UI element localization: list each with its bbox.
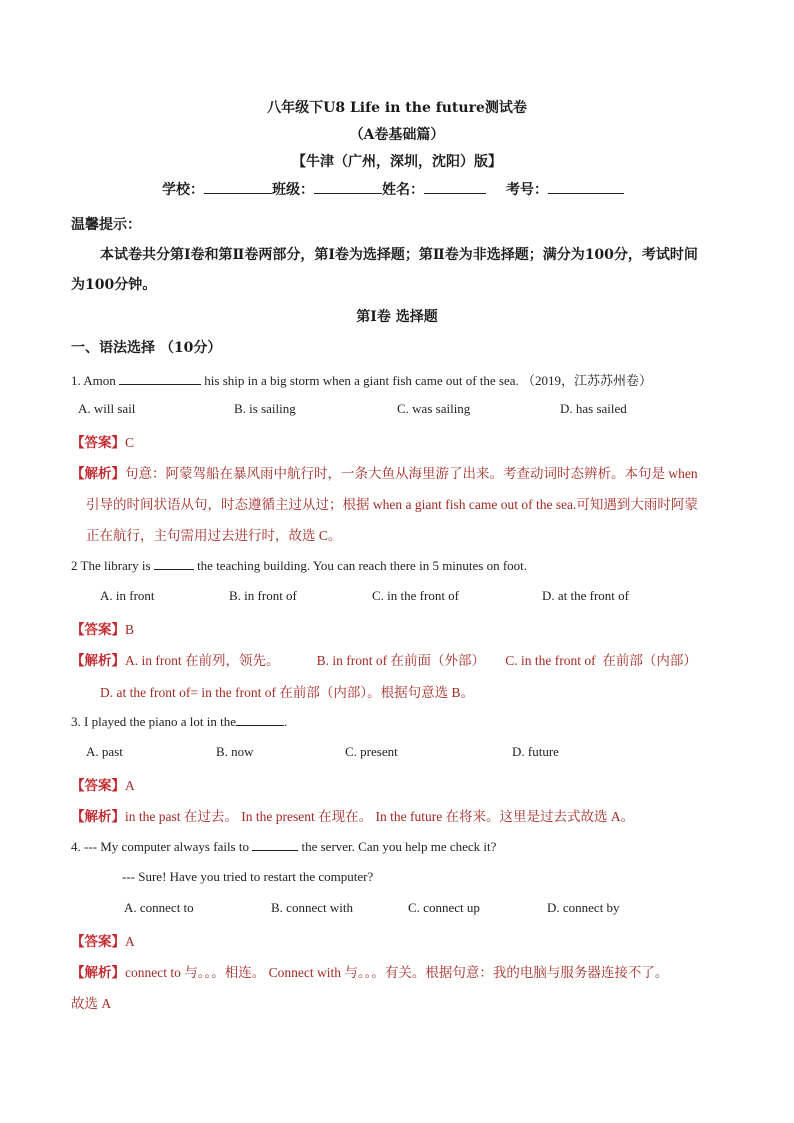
question-1-analysis-3: 正在航行，主句需用过去进行时，故选 C。 — [86, 528, 342, 543]
question-4-answer: 【答案】A — [71, 934, 135, 950]
question-3-blank[interactable] — [236, 713, 284, 726]
question-1-option-a[interactable]: A. will sail — [78, 401, 136, 416]
edition-label: 【牛津（广州，深圳，沈阳）版】 — [292, 154, 502, 170]
notice-line-2: 为100分钟。 — [71, 277, 157, 293]
question-2-option-c[interactable]: C. in the front of — [372, 588, 460, 603]
part-title: 第Ⅰ卷 选择题 — [356, 309, 438, 325]
question-2-option-d[interactable]: D. at the front of — [542, 588, 630, 603]
info-fields — [162, 179, 624, 199]
question-4-stem: 4. --- My computer always fails to the server. Can you help me check it? — [71, 839, 497, 854]
question-1-answer: 【答案】C — [71, 435, 135, 451]
page-title: 八年级下U8 Life in the future测试卷 — [267, 100, 527, 116]
name-label: 姓名： — [382, 182, 424, 198]
question-3-answer: 【答案】A — [71, 778, 135, 794]
question-2-analysis-2: D. at the front of= in the front of 在前部（内部）。根据句意选 B。 — [100, 685, 474, 700]
section-title: 一、语法选择 （10分） — [71, 340, 222, 356]
question-2-blank[interactable] — [154, 557, 194, 570]
question-3-option-d[interactable]: D. future — [512, 744, 559, 759]
question-4-option-b[interactable]: B. connect with — [271, 900, 353, 915]
class-field[interactable] — [314, 181, 382, 194]
notice-line-1: 本试卷共分第Ⅰ卷和第Ⅱ卷两部分，第Ⅰ卷为选择题；第Ⅱ卷为非选择题；满分为100分，考试时间 — [100, 247, 698, 263]
number-field[interactable] — [548, 181, 624, 194]
question-2-analysis-1: 【解析】A. in front 在前列，领先。 B. in front of 在前面（外部） C. in the front of 在前部（内部） — [71, 653, 697, 669]
question-1-stem: 1. Amon his ship in a big storm when a giant fish came out of the sea. （2019，江苏苏州卷） — [71, 373, 653, 388]
question-1-analysis-1: 【解析】句意：阿蒙驾船在暴风雨中航行时，一条大鱼从海里游了出来。考查动词时态辨析。本句是 when — [71, 466, 698, 482]
question-4-option-c[interactable]: C. connect up — [408, 900, 480, 915]
question-4-analysis-2: 故选 A — [71, 996, 112, 1011]
question-4-option-d[interactable]: D. connect by — [547, 900, 620, 915]
school-field[interactable] — [204, 181, 272, 194]
question-1-option-c[interactable]: C. was sailing — [397, 401, 471, 416]
question-2-stem: 2 The library is the teaching building. You can reach there in 5 minutes on foot. — [71, 558, 528, 573]
class-label: 班级： — [272, 182, 314, 198]
question-4-stem-line-2: --- Sure! Have you tried to restart the computer? — [122, 869, 374, 884]
notice-heading: 温馨提示： — [71, 217, 141, 233]
question-3-stem: 3. I played the piano a lot in the . — [71, 714, 288, 729]
page-subtitle: （A卷基础篇） — [349, 127, 445, 143]
name-field[interactable] — [424, 181, 486, 194]
question-1-option-d[interactable]: D. has sailed — [560, 401, 627, 416]
question-2-option-a[interactable]: A. in front — [100, 588, 155, 603]
question-4-option-a[interactable]: A. connect to — [124, 900, 194, 915]
question-3-analysis-1: 【解析】in the past 在过去。 In the present 在现在。 In the future 在将来。这里是过去式故选 A。 — [71, 809, 635, 825]
question-1-blank[interactable] — [119, 372, 201, 385]
question-1-analysis-2: 引导的时间状语从句，时态遵循主过从过；根据 when a giant fish came out of the sea.可知遇到大雨时阿蒙 — [86, 497, 698, 512]
question-4-blank[interactable] — [252, 838, 298, 851]
question-3-option-a[interactable]: A. past — [86, 744, 123, 759]
question-1-option-b[interactable]: B. is sailing — [234, 401, 296, 416]
question-2-option-b[interactable]: B. in front of — [229, 588, 297, 603]
school-label: 学校： — [162, 182, 204, 198]
question-4-analysis-1: 【解析】connect to 与。。。相连。 Connect with 与。。。有关。根据句意：我的电脑与服务器连接不了。 — [71, 965, 669, 981]
question-2-answer: 【答案】B — [71, 622, 135, 638]
question-3-option-b[interactable]: B. now — [216, 744, 254, 759]
number-label: 考号： — [506, 182, 548, 198]
question-3-option-c[interactable]: C. present — [345, 744, 398, 759]
